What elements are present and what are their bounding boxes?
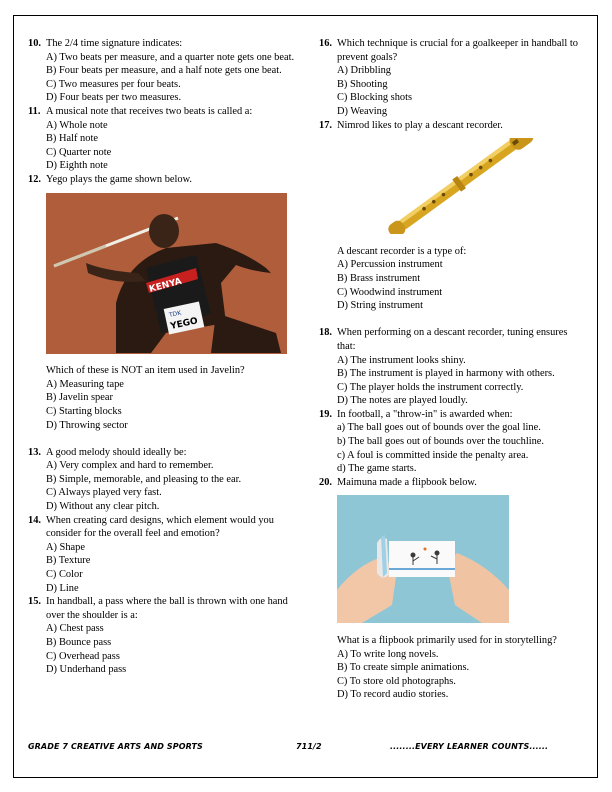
option-c: C) Color xyxy=(46,569,83,581)
question-text: When performing on a descant recorder, tuning ensures that: xyxy=(337,327,568,352)
option-d: D) Eighth note xyxy=(46,160,108,172)
footer-left: GRADE 7 CREATIVE ARTS AND SPORTS xyxy=(28,742,203,751)
option-d: D) The notes are played loudly. xyxy=(337,395,468,407)
option-b: B) Javelin spear xyxy=(46,392,113,404)
question-text: In handball, a pass where the ball is thrown with one hand over the shoulder is a: xyxy=(46,596,288,621)
question-text: The 2/4 time signature indicates: xyxy=(46,38,183,49)
question-number: 16. xyxy=(319,38,332,49)
bib-sponsor: TDK xyxy=(168,309,182,319)
option-b: B) Simple, memorable, and pleasing to the ear. xyxy=(46,473,242,485)
drawn-figure-head xyxy=(411,553,416,558)
option-a: A) Dribbling xyxy=(337,65,391,77)
option-a: A) Very complex and hard to remember. xyxy=(46,460,214,472)
question-number: 13. xyxy=(28,446,41,458)
option-a: A) Whole note xyxy=(46,119,108,131)
option-c: C) Starting blocks xyxy=(46,405,122,417)
drawn-ball xyxy=(424,548,427,551)
flipbook-illustration xyxy=(337,495,509,623)
option-c: C) Overhead pass xyxy=(46,650,120,662)
option-c: C) Two measures per four beats. xyxy=(46,78,181,90)
bib-name: YEGO xyxy=(169,315,199,332)
option-c: C) Always played very fast. xyxy=(46,487,162,499)
question-follow-up: Which of these is NOT an item used in Javelin? xyxy=(46,365,245,377)
question-number: 18. xyxy=(319,327,332,339)
question-number: 14. xyxy=(28,514,41,526)
option-c: C) Woodwind instrument xyxy=(337,286,443,298)
option-a: A) Two beats per measure, and a quarter note gets one beat. xyxy=(46,51,295,63)
question-13 xyxy=(28,446,296,514)
shirt-text: KENYA xyxy=(148,276,183,295)
question-number: 20. xyxy=(319,476,332,488)
question-10 xyxy=(28,37,296,105)
question-number: 10. xyxy=(28,38,41,49)
question-text: When creating card designs, which element would you consider for the overall feel and emotion? xyxy=(46,514,274,540)
flipbook-photo xyxy=(337,495,581,628)
question-20 xyxy=(319,476,581,702)
option-d: D) To record audio stories. xyxy=(337,689,449,701)
question-number: 11. xyxy=(28,105,41,117)
javelin-athlete-photo xyxy=(46,193,296,359)
drawn-figure-head-2 xyxy=(435,551,440,556)
question-18 xyxy=(319,326,581,408)
javelin-photo-illustration xyxy=(46,193,287,354)
option-c: C) To store old photographs. xyxy=(337,675,456,687)
option-c: C) Blocking shots xyxy=(337,92,413,104)
option-b: B) Bounce pass xyxy=(46,637,112,648)
question-number: 12. xyxy=(28,173,41,185)
option-d: D) Line xyxy=(46,582,79,594)
footer-page-code: 711/2 xyxy=(296,742,322,751)
question-12 xyxy=(28,173,296,432)
question-text: A good melody should ideally be: xyxy=(46,446,187,458)
footer-motto: ........EVERY LEARNER COUNTS...... xyxy=(390,742,549,751)
right-column xyxy=(319,37,581,702)
question-19 xyxy=(319,408,581,476)
option-b: b) The ball goes out of bounds over the touchline. xyxy=(337,436,545,448)
option-a: A) Percussion instrument xyxy=(337,259,443,271)
option-a: A) Shape xyxy=(46,541,85,553)
option-d: D) String instrument xyxy=(337,300,424,312)
flipbook-page xyxy=(389,541,455,577)
question-11 xyxy=(28,105,296,173)
option-b: B) The instrument is played in harmony with others. xyxy=(337,368,555,380)
option-c: C) The player holds the instrument correctly. xyxy=(337,381,524,393)
option-c: c) A foul is committed inside the penalty area. xyxy=(337,449,529,461)
question-text: Yego plays the game shown below. xyxy=(46,173,193,185)
option-d: D) Underhand pass xyxy=(46,664,127,676)
athlete-head xyxy=(149,214,179,248)
question-number: 15. xyxy=(28,596,41,608)
question-17 xyxy=(319,119,581,313)
option-d: D) Weaving xyxy=(337,105,388,117)
option-d: D) Without any clear pitch. xyxy=(46,501,160,513)
question-text: In football, a "throw-in" is awarded when: xyxy=(337,408,513,420)
question-number: 19. xyxy=(319,408,332,420)
question-number: 17. xyxy=(319,119,332,131)
question-text: A musical note that receives two beats is called a: xyxy=(46,105,253,117)
recorder-icon xyxy=(337,138,577,234)
question-text: Nimrod likes to play a descant recorder. xyxy=(337,119,503,131)
option-a: A) The instrument looks shiny. xyxy=(337,354,466,366)
option-b: B) Shooting xyxy=(337,78,388,90)
question-text: Maimuna made a flipbook below. xyxy=(337,476,477,488)
option-d: D) Four beats per two measures. xyxy=(46,92,182,104)
question-15 xyxy=(28,595,296,677)
option-a: A) To write long novels. xyxy=(337,648,439,660)
option-a: A) Measuring tape xyxy=(46,378,124,390)
option-d: D) Throwing sector xyxy=(46,419,128,431)
left-column xyxy=(28,37,296,677)
option-d: d) The game starts. xyxy=(337,463,417,475)
question-follow-up: A descant recorder is a type of: xyxy=(337,245,467,257)
option-b: B) Brass instrument xyxy=(337,272,421,284)
question-follow-up: What is a flipbook primarily used for in storytelling? xyxy=(337,635,557,647)
question-16 xyxy=(319,37,581,119)
option-a: A) Chest pass xyxy=(46,623,104,635)
option-b: B) Four beats per measure, and a half note gets one beat. xyxy=(46,65,282,77)
option-b: B) Texture xyxy=(46,555,91,567)
option-c: C) Quarter note xyxy=(46,146,112,158)
option-b: B) Half note xyxy=(46,133,98,145)
question-text: Which technique is crucial for a goalkeeper in handball to prevent goals? xyxy=(337,38,578,63)
recorder-image xyxy=(337,138,581,239)
option-a: a) The ball goes out of bounds over the goal line. xyxy=(337,422,541,434)
option-b: B) To create simple animations. xyxy=(337,662,470,674)
question-14 xyxy=(28,514,296,596)
